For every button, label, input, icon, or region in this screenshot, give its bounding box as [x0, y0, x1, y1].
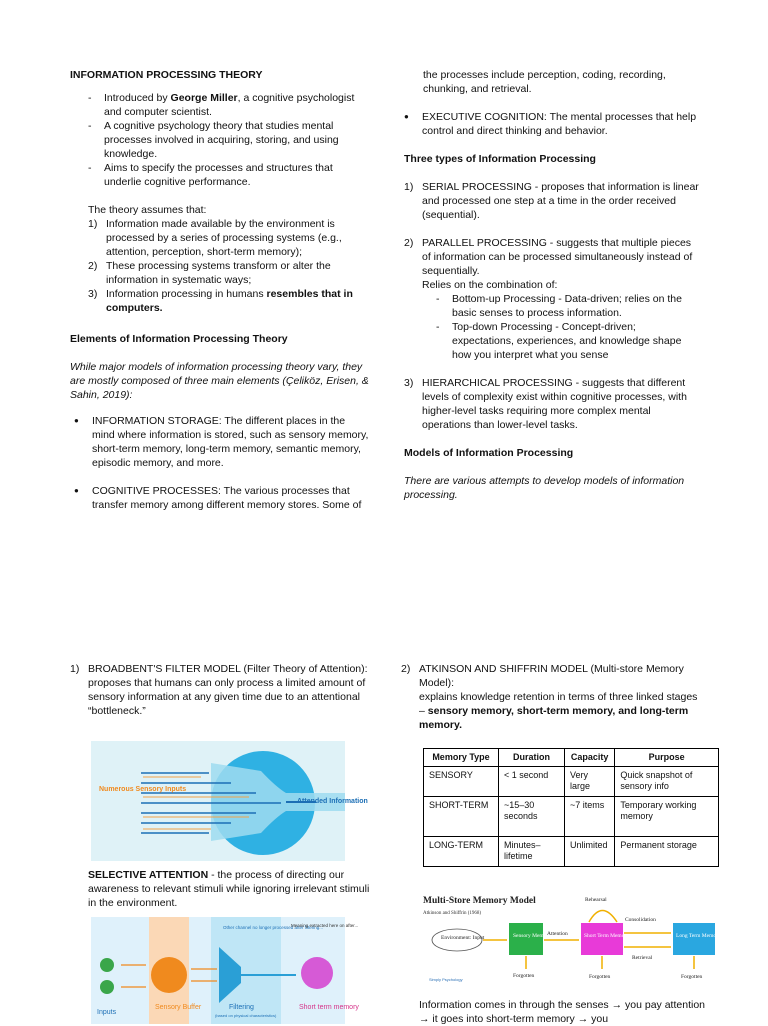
forgotten-label: Forgotten [681, 974, 703, 980]
list-item: - Aims to specify the processes and structures that underlie cognitive performance. [88, 161, 370, 189]
list-item: - Introduced by George Miller, a cognitive psychologist and computer scientist. [88, 91, 370, 119]
models-title: Models of Information Processing [404, 447, 574, 459]
list-item: ● INFORMATION STORAGE: The different places in the mind where information is stored, such as sensory memory, short-term memory, long-term memory, semantic memory, episodic memory, and more. [74, 414, 370, 470]
table-header: Capacity [565, 749, 615, 767]
list-item: - Bottom-up Processing - Data-driven; relies on the basic senses to process information. [436, 292, 700, 320]
sensory-label: Sensory Memory [513, 933, 552, 939]
stm-box [581, 923, 623, 955]
intro-list [88, 91, 370, 189]
list-item: - A cognitive psychology theory that studies mental processes involved in acquiring, storing, and using knowledge. [88, 119, 370, 161]
cognitive-continued: the processes include perception, coding, recording, chunking, and retrieval. [423, 69, 666, 95]
list-item: 2) These processing systems transform or alter the information in systematic ways; [88, 260, 331, 286]
list-item: ● COGNITIVE PROCESSES: The various processes that transfer memory among different memory stores. Some of [74, 484, 370, 512]
selective-attention-figure [91, 917, 359, 1024]
models-intro: There are various attempts to develop models of information processing. [404, 475, 685, 501]
theory-title: INFORMATION PROCESSING THEORY [70, 69, 263, 81]
list-item: 2) PARALLEL PROCESSING - suggests that multiple pieces of information can be processed simultaneously instead of sequentially. Relies on the combination of: - Bottom-up Processing - Data-driven; relies on the basic senses to process information. - Top-down Processing - Concept-driven; expectations, experiences, and knowledge shape how you interpret what you sense [404, 236, 700, 362]
rehearsal-label: Rehearsal [585, 897, 607, 903]
list-item: 1) Information made available by the environment is processed by a series of processing systems (e.g., attention, perception, short-term memory); [88, 218, 342, 258]
table-header: Duration [499, 749, 565, 767]
retrieval-label: Retrieval [632, 955, 653, 961]
multi-store-diagram [417, 885, 719, 989]
list-item: - Top-down Processing - Concept-driven; expectations, experiences, and knowledge shape how you interpret what you sense [436, 320, 700, 362]
fig2-buffer: Sensory Buffer [155, 1004, 202, 1011]
fig2-filter: Filtering [229, 1004, 254, 1011]
table-row: SHORT-TERM ~15–30 seconds ~7 items Temporary working memory [424, 797, 719, 837]
attention-label: Attention [547, 931, 568, 937]
fig-left-label: Numerous Sensory Inputs [99, 786, 187, 793]
table-row: LONG-TERM Minutes–lifetime Unlimited Permanent storage [424, 837, 719, 867]
elements-title: Elements of Information Processing Theory [70, 333, 288, 345]
elements-intro: While major models of information processing theory vary, they are mostly composed of three main elements (Çeliköz, Erisen, & Sahin, 2019): [70, 361, 369, 401]
consolidation-label: Consolidation [625, 917, 656, 923]
atkinson-title: ATKINSON AND SHIFFRIN MODEL (Multi-store Memory Model): [419, 663, 684, 689]
selective-attention: SELECTIVE ATTENTION - the process of directing our awareness to relevant stimuli while ignoring irrelevant stimuli in the environment. [88, 869, 370, 909]
fig2-inputs: Inputs [97, 1009, 117, 1016]
broadbent-title: BROADBENT'S FILTER MODEL (Filter Theory of Attention): [88, 663, 368, 675]
list-item: 3) HIERARCHICAL PROCESSING - suggests that different levels of complexity exist within cognitive processes, with higher-level tasks requiring more complex mental operations than lower-level tasks. [404, 377, 687, 431]
table-header-row [424, 749, 719, 767]
diagram-title: Multi-Store Memory Model [423, 896, 536, 906]
env-label: Environment: Input [441, 935, 485, 941]
stm-label: Short Term Memory [584, 933, 630, 939]
input-icon [100, 980, 114, 994]
left-column [70, 68, 370, 512]
fig-right-label: Attended Information [297, 798, 368, 805]
right-column [404, 68, 700, 502]
fig2-filter-note: (based on physical characteristics) [215, 1013, 277, 1018]
stm-icon [301, 957, 333, 989]
diagram-subtitle: Atkinson and Shiffrin (1968) [423, 911, 482, 916]
table-header: Memory Type [424, 749, 499, 767]
input-icon [100, 958, 114, 972]
memory-table [423, 748, 719, 867]
broadbent-desc: proposes that humans can only process a limited amount of sensory information at any given time due to an attentional “bottleneck.” [88, 677, 366, 717]
fig2-meaning-note: Meaning extracted here on after... [291, 923, 359, 928]
logo-text: Simply Psychology [429, 977, 463, 982]
fig2-stm: Short term memory [299, 1004, 359, 1011]
ltm-label: Long Term Memory [676, 933, 721, 939]
types-list [404, 180, 700, 432]
fig2-other-note: Other channel no longer processed after filtering... [223, 925, 324, 930]
atkinson-section: 2) ATKINSON AND SHIFFRIN MODEL (Multi-store Memory Model): explains knowledge retention in terms of three linked stages – sensory memory, short-term memory, and long-term memory. [401, 662, 701, 732]
atkinson-bottom-text: Information comes in through the senses → you pay attention → it goes into short-term memory → you [419, 999, 705, 1025]
table-header: Purpose [615, 749, 719, 767]
forgotten-label: Forgotten [513, 973, 535, 979]
filter-model-figure [91, 741, 368, 861]
list-item: 1) SERIAL PROCESSING - proposes that information is linear and processed one step at a time in the order received (sequential). [404, 181, 699, 221]
brain-icon [151, 957, 187, 993]
list-item: ● EXECUTIVE COGNITION: The mental processes that help control and direct thinking and behavior. [404, 110, 700, 138]
ltm-box [673, 923, 715, 955]
forgotten-label: Forgotten [589, 974, 611, 980]
exec-list [404, 110, 700, 138]
list-item: 3) Information processing in humans resembles that in computers. [88, 288, 353, 314]
table-row: SENSORY < 1 second Very large Quick snapshot of sensory info [424, 767, 719, 797]
assumptions: The theory assumes that: 1) Information made available by the environment is processed by a series of processing systems (e.g., attention, perception, short-term memory); 2) These processing systems transform or alter the information in systematic ways; 3) Information processing in humans resembles that in computers. [88, 203, 370, 315]
elements-list [74, 414, 370, 512]
broadbent-section: 1) BROADBENT'S FILTER MODEL (Filter Theory of Attention): proposes that humans can only process a limited amount of sensory information at any given time due to an attentional “bottleneck.” [70, 662, 370, 718]
atkinson-desc: explains knowledge retention in terms of three linked stages – sensory memory, short-term memory, and long-term memory. [419, 691, 698, 731]
sensory-box [509, 923, 543, 955]
types-title: Three types of Information Processing [404, 153, 596, 165]
